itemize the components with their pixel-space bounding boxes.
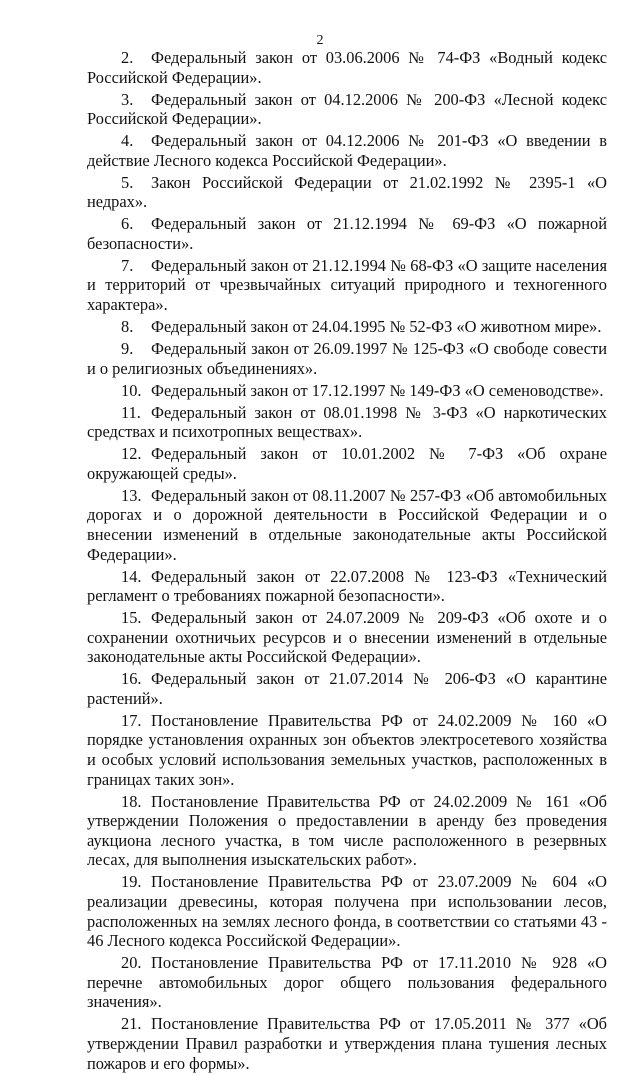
list-item — [87, 214, 607, 253]
list-item — [87, 317, 607, 337]
list-item — [87, 1014, 607, 1073]
list-item-number: 4. — [121, 131, 134, 151]
list-item — [87, 131, 607, 170]
list-item — [87, 872, 607, 950]
list-item-number: 14. — [121, 566, 142, 586]
list-item-text: Федеральный закон от 08.01.1998 № 3-ФЗ «О наркотических средствах и психотропных веществах». — [87, 402, 607, 442]
list-item-number: 21. — [121, 1014, 142, 1034]
list-item-number: 7. — [121, 255, 134, 275]
list-item-text: Федеральный закон от 21.12.1994 № 69-ФЗ «О пожарной безопасности». — [87, 214, 607, 253]
list-item — [87, 339, 607, 378]
list-item — [87, 48, 607, 87]
list-item-number: 18. — [121, 791, 142, 811]
list-item-number: 2. — [121, 48, 134, 67]
list-item — [87, 711, 607, 789]
list-item-text: Федеральный закон от 24.07.2009 № 209-ФЗ «Об охоте и о сохранении охотничьих ресурсов и о внесении изменений в отдельные законодательные акты Российской Федерации». — [87, 608, 607, 667]
list-item — [87, 792, 607, 870]
list-item-number: 17. — [121, 710, 142, 730]
list-item-number: 19. — [121, 872, 142, 892]
list-item — [87, 381, 607, 401]
list-item-text: Федеральный закон от 17.12.1997 № 149-ФЗ «О семеноводстве». — [151, 380, 604, 400]
list-item-text: Федеральный закон от 24.04.1995 № 52-ФЗ «О животном мире». — [151, 317, 602, 337]
list-item — [87, 90, 607, 129]
list-item-text: Постановление Правительства РФ от 23.07.2009 № 604 «О реализации древесины, которая получена при использовании лесов, расположенных на землях лесного фонда, в соответствии со статьями 43 - 46 Лесного кодекса Российской Федерации». — [87, 872, 607, 951]
list-item-text: Постановление Правительства РФ от 24.02.2009 № 160 «О порядке установления охранных зон объектов электросетевого хозяйства и особых условий использования земельных участков, расположенных в границах таких зон». — [87, 710, 607, 789]
list-item — [87, 669, 607, 708]
list-item-text: Федеральный закон от 04.12.2006 № 200-ФЗ «Лесной кодекс Российской Федерации». — [87, 89, 607, 129]
list-item — [87, 403, 607, 442]
list-item-text: Федеральный закон от 22.07.2008 № 123-ФЗ «Технический регламент о требованиях пожарной безопасности». — [87, 566, 607, 606]
list-item-text: Федеральный закон от 04.12.2006 № 201-ФЗ «О введении в действие Лесного кодекса Российской Федерации». — [87, 131, 607, 170]
list-item — [87, 173, 607, 212]
list-item — [87, 486, 607, 564]
list-item-number: 20. — [121, 953, 142, 973]
list-item-number: 15. — [121, 608, 142, 628]
list-item-text: Постановление Правительства РФ от 17.05.2011 № 377 «Об утверждении Правил разработки и утверждения плана тушения лесных пожаров и его формы». — [87, 1014, 607, 1073]
list-item-text: Федеральный закон от 10.01.2002 № 7-ФЗ «Об охране окружающей среды». — [87, 444, 607, 483]
list-item — [87, 608, 607, 667]
legal-acts-list — [87, 48, 607, 1076]
list-item-text: Постановление Правительства РФ от 24.02.2009 № 161 «Об утверждении Положения о предоставлении в аренду без проведения аукциона лесного участка, в том числе расположенного в резервных лесах, для выполнения изыскательских работ». — [87, 791, 607, 870]
list-item-text: Федеральный закон от 26.09.1997 № 125-ФЗ «О свободе совести и о религиозных объединениях». — [87, 339, 607, 378]
list-item-number: 13. — [121, 485, 142, 505]
list-item-text: Федеральный закон от 08.11.2007 № 257-ФЗ «Об автомобильных дорогах и о дорожной деятельности в Российской Федерации и о внесении изменений в отдельные законодательные акты Российской Федерации». — [87, 485, 607, 564]
list-item-text: Федеральный закон от 21.12.1994 № 68-ФЗ «О защите населения и территорий от чрезвычайных ситуаций природного и техногенного характера». — [87, 255, 607, 315]
list-item-number: 3. — [121, 89, 134, 109]
list-item-text: Федеральный закон от 03.06.2006 № 74-ФЗ «Водный кодекс Российской Федерации». — [87, 48, 607, 87]
list-item-number: 10. — [121, 380, 142, 400]
list-item-number: 6. — [121, 214, 134, 234]
list-item — [87, 256, 607, 315]
list-item-number: 5. — [121, 172, 134, 192]
list-item-number: 11. — [121, 402, 141, 422]
list-item-number: 12. — [121, 444, 142, 464]
list-item-number: 16. — [121, 669, 142, 689]
list-item — [87, 953, 607, 1012]
page-number: 2 — [316, 33, 324, 48]
list-item — [87, 444, 607, 483]
list-item-text: Закон Российской Федерации от 21.02.1992 № 2395-1 «О недрах». — [87, 172, 607, 212]
list-item-number: 8. — [121, 317, 134, 337]
list-item-text: Постановление Правительства РФ от 17.11.2010 № 928 «О перечне автомобильных дорог общего пользования федерального значения». — [87, 953, 607, 1012]
list-item — [87, 567, 607, 606]
list-item-text: Федеральный закон от 21.07.2014 № 206-ФЗ «О карантине растений». — [87, 669, 607, 708]
list-item-number: 9. — [121, 339, 134, 359]
